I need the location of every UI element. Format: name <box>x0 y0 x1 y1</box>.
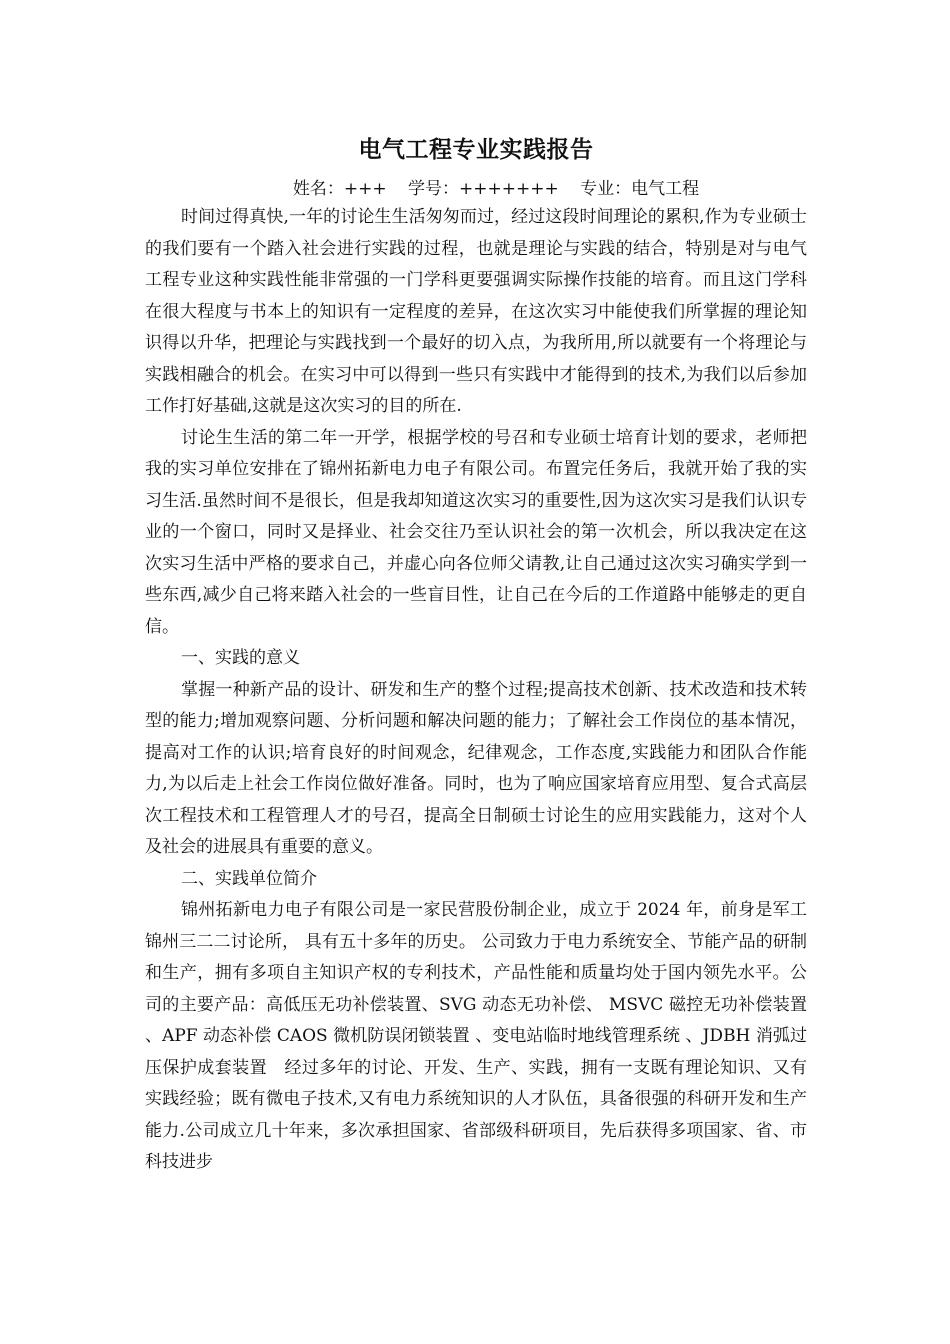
intro-paragraph-1: 时间过得真快,一年的讨论生生活匆匆而过，经过这段时间理论的累积,作为专业硕士的我们要有一个踏入社会进行实践的过程，也就是理论与实践的结合，特别是对与电气工程专业这种实践性能非常强的一门学科更要强调实际操作技能的培育。而且这门学科在很大程度与书本上的知识有一定程度的差异，在这次实习中能使我们所掌握的理论知识得以升华，把理论与实践找到一个最好的切入点，为我所用,所以就要有一个将理论与实践相融合的机会。在实习中可以得到一些只有实践中才能得到的技术,为我们以后参加工作打好基础,这就是这次实习的目的所在. <box>145 207 807 416</box>
section-heading-significance: 一、实践的意义 <box>181 648 300 668</box>
intro-paragraph-2: 讨论生生活的第二年一开学，根据学校的号召和专业硕士培育计划的要求，老师把我的实习单位安排在了锦州拓新电力电子有限公司。布置完任务后，我就开始了我的实习生活.虽然时间不是很长，但是我却知道这次实习的重要性,因为这次实习是我们认识专业的一个窗口，同时又是择业、社会交往乃至认识社会的第一次机会，所以我决定在这次实习生活中严格的要求自己，并虚心向各位师父请教,让自己通过这次实习确实学到一些东西,减少自己将来踏入社会的一些盲目性，让自己在今后的工作道路中能够走的更自信。 <box>145 427 807 637</box>
section-paragraph-company: 锦州拓新电力电子有限公司是一家民营股份制企业，成立于 2024 年，前身是军工锦州三二二讨论所， 具有五十多年的历史。 公司致力于电力系统安全、节能产品的研制和生产，拥有多项自主知识产权的专利技术，产品性能和质量均处于国内领先水平。公司的主要产品：高低压无功补偿装置、SVG 动态无功补偿、 MSVC 磁控无功补偿装置 、APF 动态补偿 CAOS 微机防误闭锁装置 、变电站临时地线管理系统 、JDBH 消弧过压保护成套装置 经过多年的讨论、开发、生产、实践，拥有一支既有理论知识、又有实践经验；既有微电子技术,又有电力系统知识的人才队伍，具备很强的科研开发和生产能力.公司成立几十年来，多次承担国家、省部级科研项目，先后获得多项国家、省、市科技进步 <box>145 900 830 1172</box>
author-line <box>145 176 807 202</box>
author-student-id: 学号：+++++++ <box>408 179 559 199</box>
author-name: 姓名：+++ <box>292 179 387 199</box>
section-paragraph-significance: 掌握一种新产品的设计、研发和生产的整个过程;提高技术创新、技术改造和技术转型的能力;增加观察问题、分析问题和解决问题的能力；了解社会工作岗位的基本情况，提高对工作的认识;培育良好的时间观念，纪律观念，工作态度,实践能力和团队合作能力,为以后走上社会工作岗位做好准备。同时，也为了响应国家培育应用型、复合式高层次工程技术和工程管理人才的号召，提高全日制硕士讨论生的应用实践能力，这对个人及社会的进展具有重要的意义。 <box>145 679 807 857</box>
document-title: 电气工程专业实践报告 <box>358 136 594 163</box>
section-heading-company: 二、实践单位简介 <box>181 868 317 889</box>
author-major: 专业：电气工程 <box>580 179 700 199</box>
document-page <box>145 128 830 1179</box>
